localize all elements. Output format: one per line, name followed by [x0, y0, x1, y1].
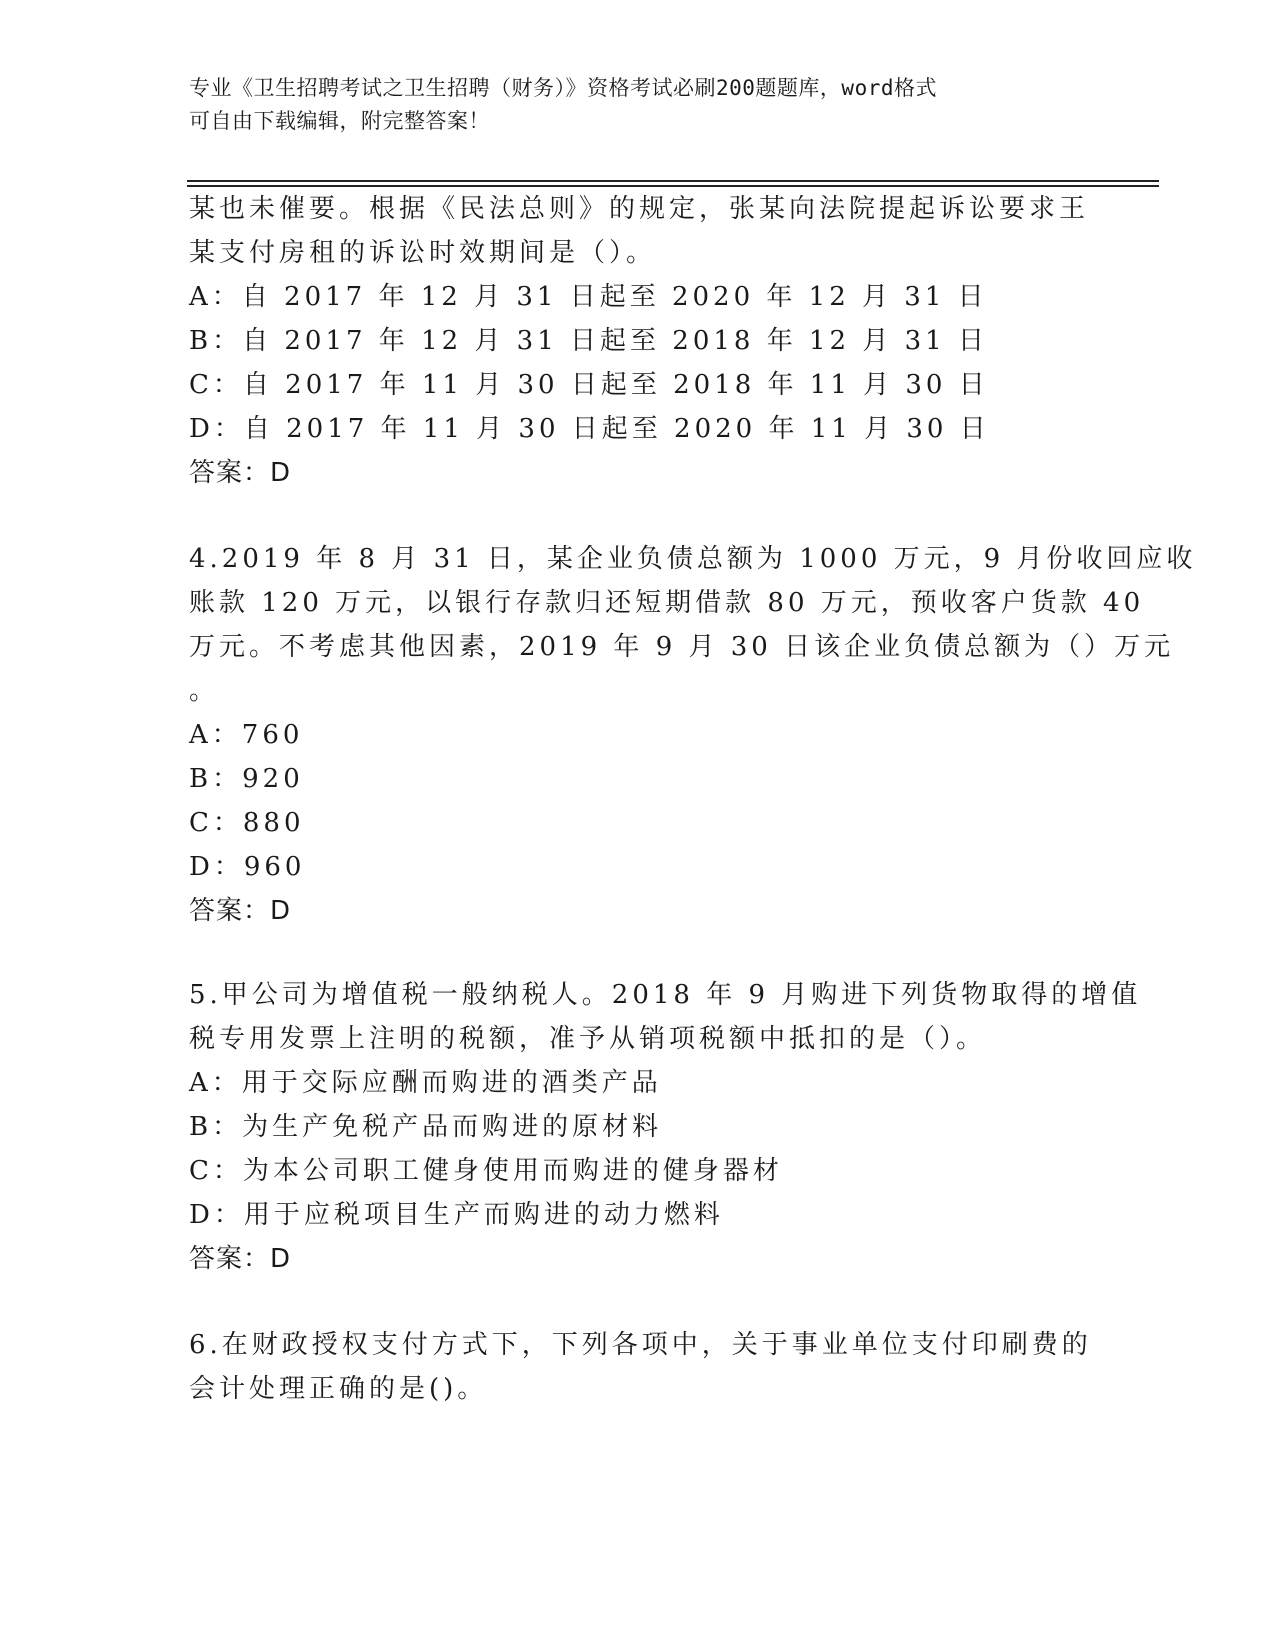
question-4-option-a: A：760 — [189, 720, 304, 750]
question-4-option-b: B：920 — [189, 764, 304, 794]
question-3-option-c: C：自 2017 年 11 月 30 日起至 2018 年 11 月 30 日 — [189, 370, 989, 400]
question-6-text-line-1: 6.在财政授权支付方式下，下列各项中，关于事业单位支付印刷费的 — [189, 1330, 1092, 1360]
question-3-text-line-2: 某支付房租的诉讼时效期间是（）。 — [189, 238, 657, 268]
header-divider-bottom — [187, 185, 1159, 187]
question-5-option-c: C：为本公司职工健身使用而购进的健身器材 — [189, 1156, 783, 1186]
question-4-text-line-4: 。 — [189, 676, 220, 706]
question-3-answer: 答案：D — [189, 458, 292, 488]
question-5-text-line-1: 5.甲公司为增值税一般纳税人。2018 年 9 月购进下列货物取得的增值 — [189, 980, 1142, 1010]
question-4-text-line-3: 万元。不考虑其他因素，2019 年 9 月 30 日该企业负债总额为（）万元 — [189, 632, 1175, 662]
question-3-option-d: D：自 2017 年 11 月 30 日起至 2020 年 11 月 30 日 — [189, 414, 990, 444]
question-3-text-line-1: 某也未催要。根据《民法总则》的规定，张某向法院提起诉讼要求王 — [189, 194, 1090, 224]
header-divider-top — [187, 180, 1159, 182]
question-4-option-d: D：960 — [189, 852, 306, 882]
question-3-option-b: B：自 2017 年 12 月 31 日起至 2018 年 12 月 31 日 — [189, 326, 988, 356]
question-5-option-b: B：为生产免税产品而购进的原材料 — [189, 1112, 663, 1142]
question-4-answer: 答案：D — [189, 896, 292, 926]
header-title-line-1: 专业《卫生招聘考试之卫生招聘（财务）》资格考试必刷200题题库，word格式 — [189, 76, 937, 100]
question-5-answer: 答案：D — [189, 1244, 292, 1274]
question-5-option-d: D：用于应税项目生产而购进的动力燃料 — [189, 1200, 724, 1230]
question-4-option-c: C：880 — [189, 808, 305, 838]
question-5-text-line-2: 税专用发票上注明的税额，准予从销项税额中抵扣的是（）。 — [189, 1024, 987, 1054]
header-title-line-2: 可自由下载编辑，附完整答案！ — [189, 109, 490, 133]
question-4-text-line-2: 账款 120 万元，以银行存款归还短期借款 80 万元，预收客户货款 40 — [189, 588, 1145, 618]
question-3-option-a: A：自 2017 年 12 月 31 日起至 2020 年 12 月 31 日 — [189, 282, 988, 312]
question-6-text-line-2: 会计处理正确的是()。 — [189, 1374, 488, 1404]
document-header — [189, 72, 1089, 138]
question-5-option-a: A：用于交际应酬而购进的酒类产品 — [189, 1068, 662, 1098]
question-4-text-line-1: 4.2019 年 8 月 31 日，某企业负债总额为 1000 万元，9 月份收回应收 — [189, 544, 1197, 574]
